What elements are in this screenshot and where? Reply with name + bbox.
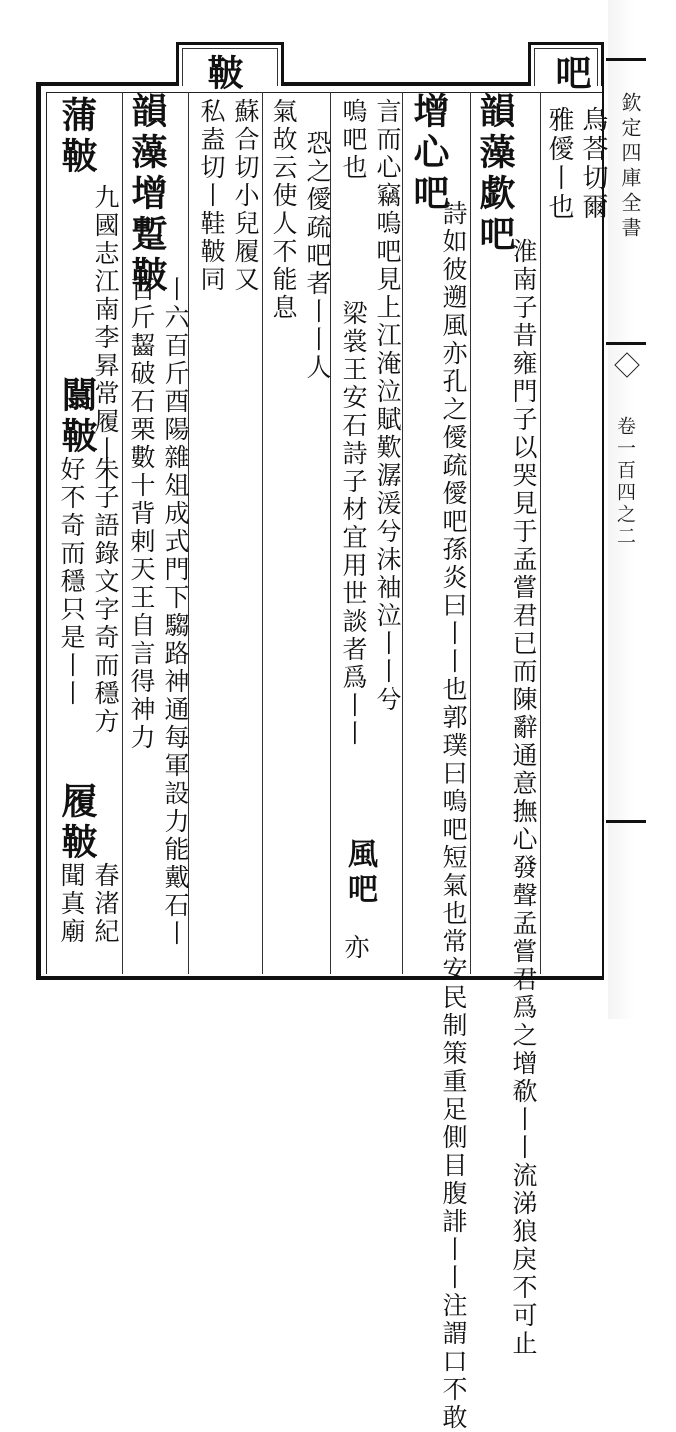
column-text: 烏荅切爾	[578, 106, 608, 222]
column-text: 朱子語錄文字奇而穩方	[91, 456, 120, 736]
column-text: 好不奇而穩只是丨丨	[57, 456, 86, 708]
column-text: 九國志江南李昪常履丨丨	[91, 184, 120, 492]
column-rule	[262, 92, 263, 974]
column-text: 雅僾丨也	[544, 106, 574, 222]
headword-xiba: 韻藻歔吧	[474, 92, 516, 256]
column-text: 嗚吧也	[339, 98, 368, 182]
fold-mark-middle	[606, 342, 646, 345]
column-rule	[122, 92, 123, 974]
column-rule	[470, 92, 471, 974]
headword-fengba: 風吧	[342, 838, 377, 908]
series-title: 欽定四庫全書	[618, 92, 642, 242]
column-text: 春渚紀	[91, 862, 120, 946]
column-text: 恐之僾疏吧者丨丨人	[303, 130, 332, 382]
headword-zansa: 韻藻增蹔鞁	[126, 92, 168, 297]
column-text: 氣故云使人不能息	[269, 98, 298, 322]
column-rule	[402, 92, 403, 974]
column-text: 亦	[341, 934, 370, 962]
column-text: 詩如彼遡風亦孔之僾疏僾吧孫炎曰丨丨也郭璞曰嗚吧短氣也常安民制策重足側目腹誹丨丨注謂口不敢	[439, 200, 468, 1432]
column-text: 丨六百斤酉陽雜俎成式門下騶路神通每軍設力能戴石丨	[161, 276, 190, 948]
column-text: 蘇合切小兒履又	[231, 98, 260, 294]
fold-mark-bottom	[606, 820, 646, 823]
headword-xinba: 增心吧	[408, 92, 450, 215]
headword-lvsa: 履鞁	[56, 782, 98, 864]
fold-mark-top	[606, 58, 646, 61]
headword-tasa: 闒鞁	[56, 376, 98, 458]
column-text: 百斤齧破石栗數十背剌天王自言得神力	[127, 276, 156, 752]
column-text: 聞真廟	[57, 862, 86, 946]
column-text: 梁裳王安石詩子材宜用世談者爲丨丨	[339, 300, 368, 748]
headword-sa: 鞁	[202, 54, 244, 95]
headword-pusa: 蒲鞁	[56, 96, 98, 178]
column-text: 言而心竊嗚吧見上江淹泣賦歎潺湲兮沬袖泣丨丨兮	[373, 98, 402, 714]
column-rule	[540, 92, 541, 974]
column-text: 私盍切丨鞋鞁同	[197, 98, 226, 294]
column-text: 淮南子昔雍門子以哭見于孟嘗君已而陳辭通意撫心發聲孟嘗君爲之增欷丨丨流涕狼戾不可止	[509, 238, 538, 1358]
volume-label: 卷一百四之二	[614, 416, 636, 548]
headword-ba: 吧	[550, 54, 592, 95]
